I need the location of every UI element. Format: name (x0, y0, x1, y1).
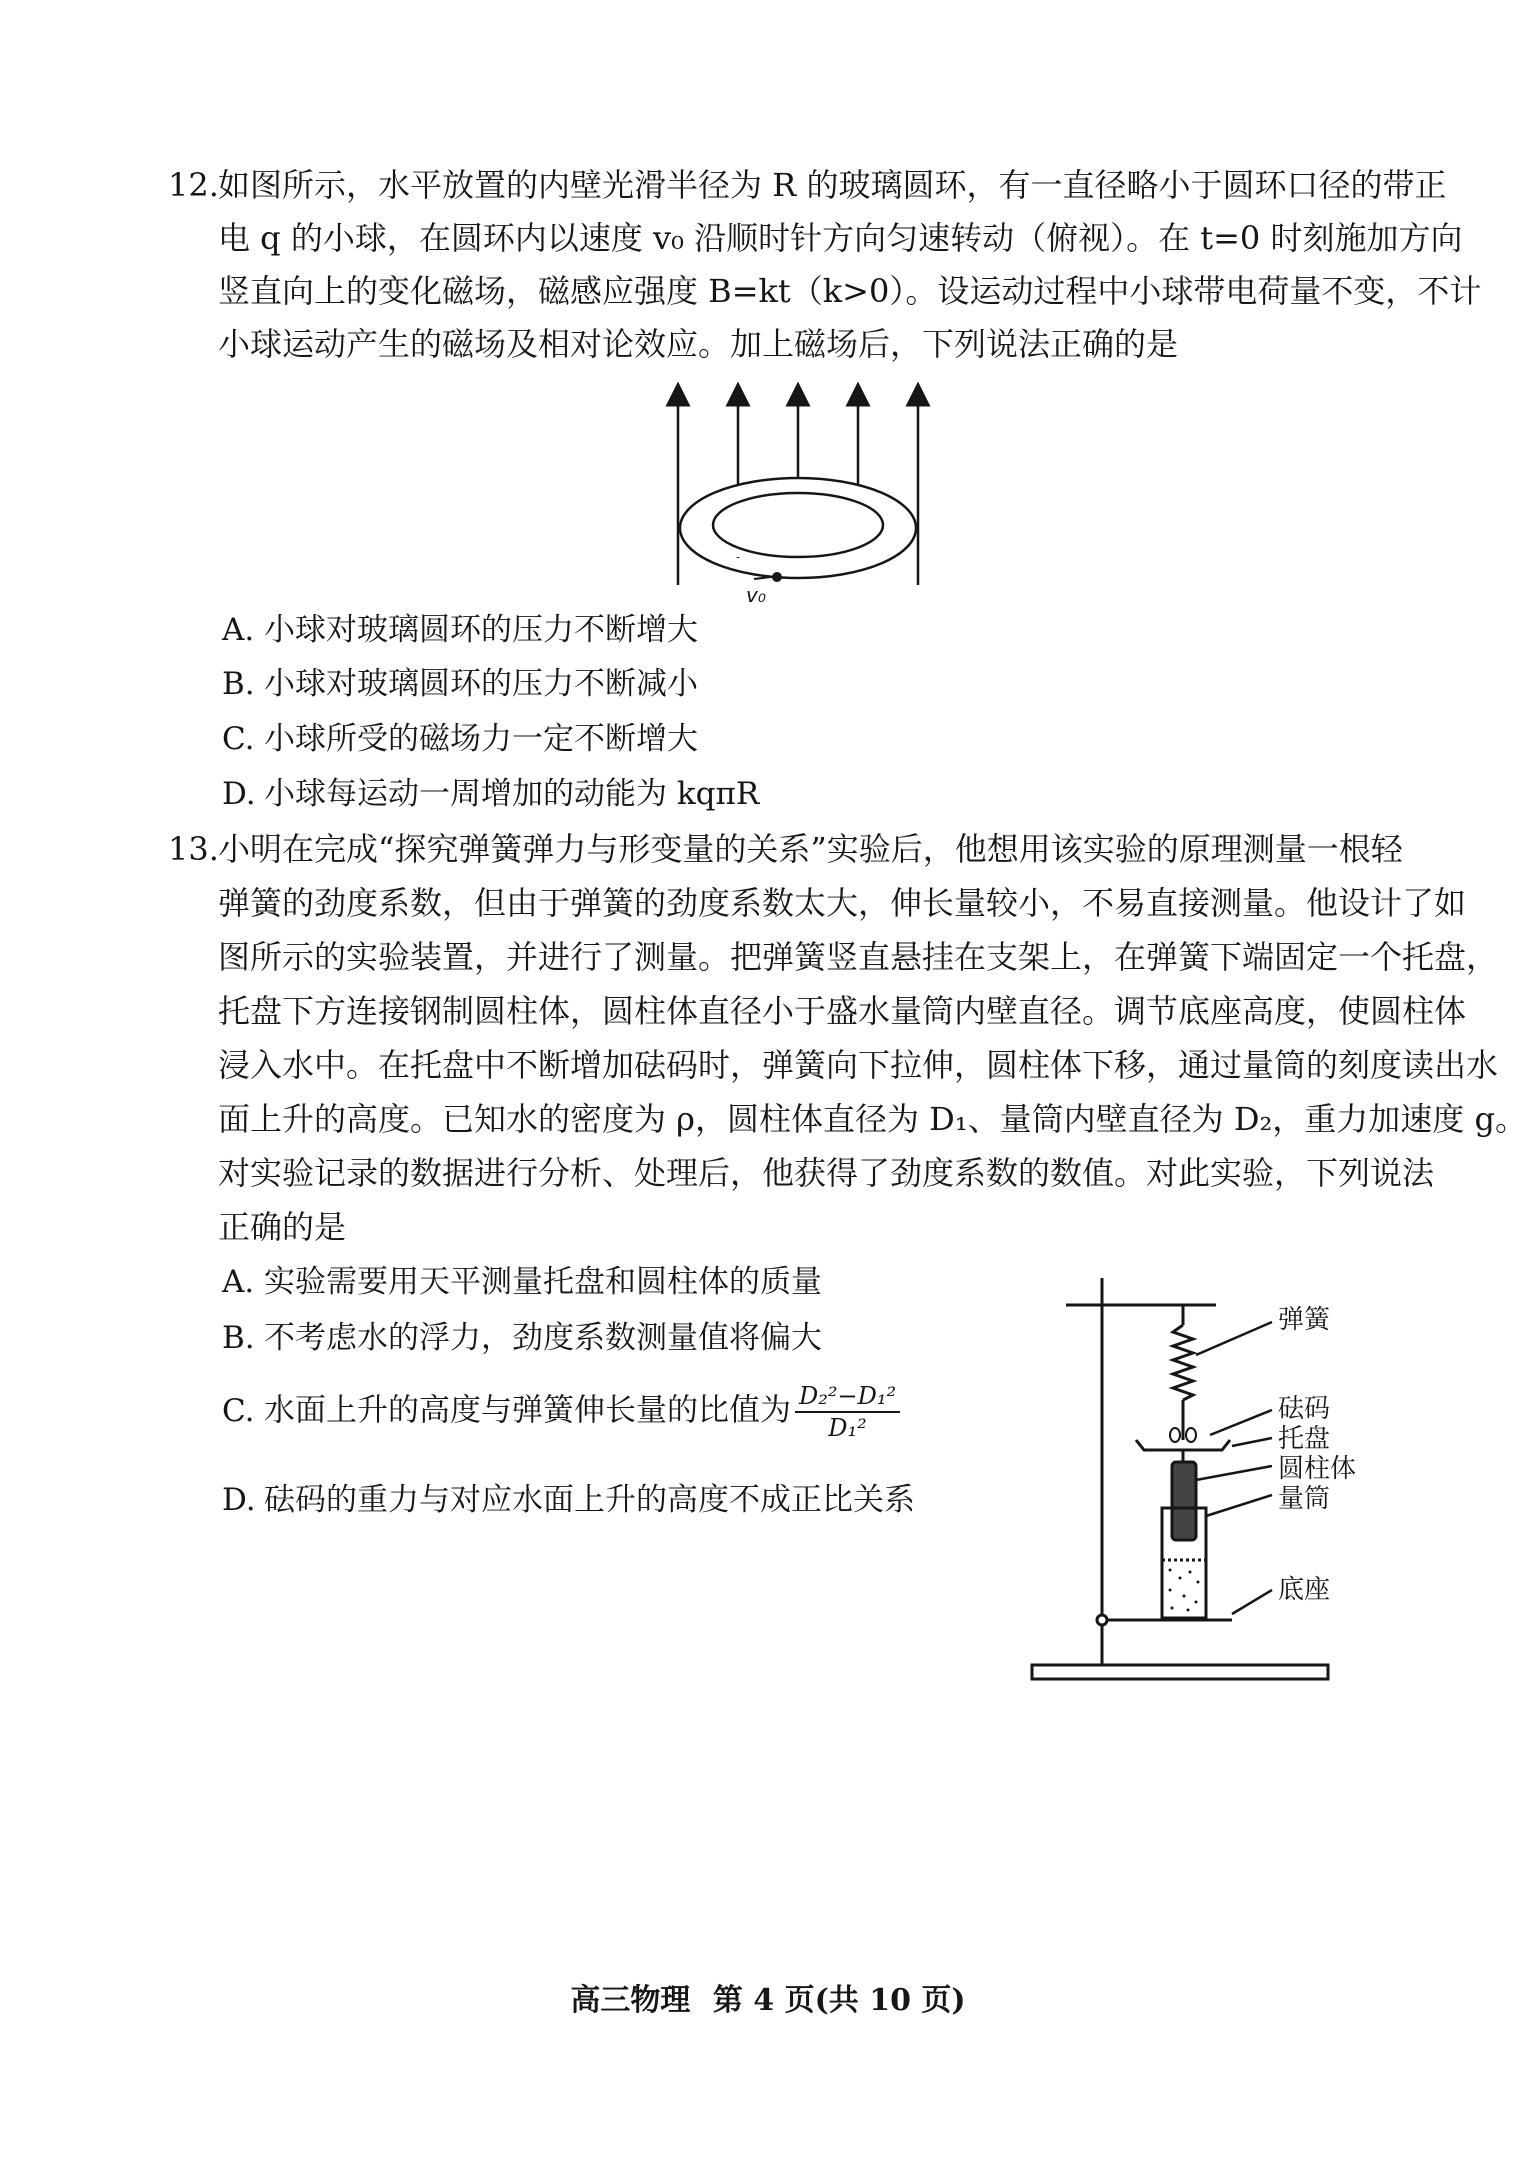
q13-option-a-text: 实验需要用天平测量托盘和圆柱体的质量 (264, 1264, 822, 1300)
q12-option-b-text: 小球对玻璃圆环的压力不断减小 (264, 666, 698, 702)
q13-option-b (222, 1318, 822, 1358)
velocity-label: v₀ (746, 583, 766, 607)
q13-option-c (222, 1381, 900, 1443)
q12-option-c-letter: C. (222, 721, 255, 757)
label-base: 底座 (1278, 1575, 1331, 1605)
q12-option-a-text: 小球对玻璃圆环的压力不断增大 (264, 612, 698, 648)
spring (1173, 1325, 1193, 1400)
q12-option-d-letter: D. (222, 776, 256, 812)
question-12-line-4: 小球运动产生的磁场及相对论效应。加上磁场后，下列说法正确的是 (218, 325, 1179, 363)
q13-option-d-text: 砝码的重力与对应水面上升的高度不成正比关系 (264, 1482, 915, 1518)
label-spring: 弹簧 (1278, 1305, 1331, 1335)
spring-apparatus-figure (1020, 1270, 1430, 1710)
question-13-line-4: 托盘下方连接钢制圆柱体，圆柱体直径小于盛水量筒内壁直径。调节底座高度，使圆柱体 (218, 992, 1467, 1030)
question-13-number: 13. (168, 830, 219, 868)
q12-option-a (222, 610, 698, 650)
q13-option-c-text: 水面上升的高度与弹簧伸长量的比值为 (264, 1392, 791, 1429)
q12-option-b (222, 664, 698, 704)
question-12-line-3: 竖直向上的变化磁场，磁感应强度 B=kt（k>0）。设运动过程中小球带电荷量不变，不计 (218, 272, 1482, 310)
question-12-line-1: 如图所示，水平放置的内壁光滑半径为 R 的玻璃圆环，有一直径略小于圆环口径的带正 (218, 166, 1447, 204)
label-weights: 砝码 (1278, 1394, 1331, 1424)
q13-option-c-fraction (795, 1381, 900, 1443)
steel-cylinder (1172, 1462, 1196, 1540)
q12-option-d-text: 小球每运动一周增加的动能为 kqπR (264, 776, 760, 812)
q12-option-a-letter: A. (222, 612, 255, 648)
magnetic-ring-figure (650, 380, 950, 610)
q12-option-c (222, 719, 698, 759)
question-12-line-2: 电 q 的小球，在圆环内以速度 v₀ 沿顺时针方向匀速转动（俯视）。在 t=0 时刻施加方向 (218, 219, 1463, 257)
charged-ball (772, 572, 782, 582)
q13-option-b-text: 不考虑水的浮力，劲度系数测量值将偏大 (264, 1320, 822, 1356)
question-13-line-1: 小明在完成“探究弹簧弹力与形变量的关系”实验后，他想用该实验的原理测量一根轻 (218, 830, 1403, 868)
q12-option-c-text: 小球所受的磁场力一定不断增大 (264, 721, 698, 757)
question-13-line-6: 面上升的高度。已知水的密度为 ρ，圆柱体直径为 D₁、量筒内壁直径为 D₂，重力加速度 g。 (218, 1100, 1527, 1138)
q13-option-b-letter: B. (222, 1320, 255, 1356)
question-13-line-7: 对实验记录的数据进行分析、处理后，他获得了劲度系数的数值。对此实验，下列说法 (218, 1154, 1435, 1192)
q12-option-d (222, 774, 759, 814)
question-13-line-3: 图所示的实验装置，并进行了测量。把弹簧竖直悬挂在支架上，在弹簧下端固定一个托盘， (218, 938, 1499, 976)
stand-foot (1032, 1665, 1328, 1679)
q13-option-d-letter: D. (222, 1482, 256, 1518)
question-13-line-2: 弹簧的劲度系数，但由于弹簧的劲度系数太大，伸长量较小，不易直接测量。他设计了如 (218, 884, 1467, 922)
label-cylinder: 圆柱体 (1278, 1454, 1357, 1484)
q13-option-a-letter: A. (222, 1264, 255, 1300)
fraction-denominator: D₁² (828, 1414, 867, 1442)
q13-option-d (222, 1480, 915, 1520)
q13-option-a (222, 1262, 822, 1302)
footer-page: 第 4 页(共 10 页) (712, 1983, 966, 2018)
question-13-line-5: 浸入水中。在托盘中不断增加砝码时，弹簧向下拉伸，圆柱体下移，通过量筒的刻度读出水 (218, 1046, 1499, 1084)
q13-option-c-letter: C. (222, 1392, 255, 1429)
tray (1136, 1440, 1230, 1450)
question-13-line-8: 正确的是 (218, 1208, 347, 1246)
page-footer (0, 1975, 1536, 2019)
footer-subject: 高三物理 (570, 1983, 691, 2018)
q12-option-b-letter: B. (222, 666, 255, 702)
fraction-numerator: D₂²−D₁² (795, 1381, 900, 1413)
label-tray: 托盘 (1278, 1424, 1331, 1454)
label-graduated-cylinder: 量筒 (1278, 1484, 1331, 1514)
weight-2 (1186, 1428, 1196, 1442)
question-12-number: 12. (168, 166, 219, 204)
weight-1 (1170, 1428, 1180, 1442)
